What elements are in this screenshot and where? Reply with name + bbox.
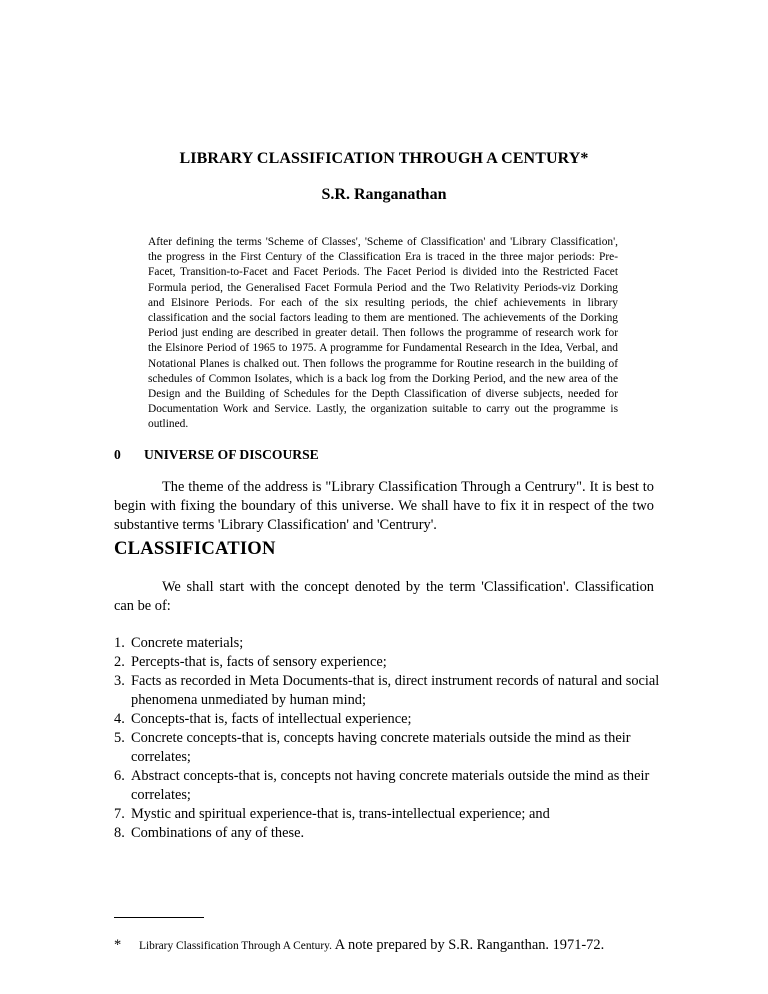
classification-list (114, 634, 662, 843)
abstract: After defining the terms 'Scheme of Classes', 'Scheme of Classification' and 'Library Classification', the progress in the First Century of the Classification Era is traced in the three major periods: Pre-Facet, Transition-to-Facet and Facet Periods. The Facet Period is divided into the Restricted Facet Formula period, the Generalised Facet Formula Period and the Two Relativity Periods-viz Dorking and Elsinore Periods. For each of the six resulting periods, the chief achievements in library classification and the social factors leading to them are mentioned. The achievements of the Dorking Period just ending are described in greater detail. Then follows the programme of research work for the Elsinore Period of 1965 to 1975. A programme for Fundamental Research in the Idea, Verbal, and Notational Planes is chalked out. Then follows the programme for Routine research in the building of schedules of Common Isolates, which is a back log from the Dorking Period, and the new area of the Design and the Building of Schedules for the Depth Classification of diverse subjects, needed for Documentation Work and Service. Lastly, the organization suitable to carry out the programme is outlined. (148, 236, 618, 431)
list-item-number: 5. (114, 730, 125, 746)
list-item (114, 824, 662, 843)
list-item (114, 634, 662, 653)
list-item-text: Abstract concepts-that is, concepts not having concrete materials outside the mind as their correlates; (131, 768, 650, 803)
footnote-note: A note prepared by S.R. Ranganthan. 1971-72. (334, 937, 605, 953)
footnote-source: Library Classification Through A Century. (139, 940, 332, 952)
list-item-text: Percepts-that is, facts of sensory experience; (131, 654, 387, 670)
list-item (114, 767, 662, 805)
paragraph-classification: We shall start with the concept denoted by the term 'Classification'. Classification can be of: (114, 579, 654, 614)
list-item (114, 710, 662, 729)
footnote-mark: * (114, 937, 122, 953)
list-item (114, 729, 662, 767)
list-item-number: 7. (114, 806, 125, 822)
classification-heading: CLASSIFICATION (114, 538, 276, 559)
section-number: 0 (114, 447, 121, 462)
paragraph-universe: The theme of the address is "Library Classification Through a Centrury". It is best to begin with fixing the boundary of this universe. We shall have to fix it in respect of the two substantive terms 'Library Classification' and 'Centrury'. (114, 479, 654, 533)
list-item-text: Combinations of any of these. (131, 825, 305, 841)
list-item (114, 653, 662, 672)
list-item-text: Mystic and spiritual experience-that is, trans-intellectual experience; and (131, 806, 550, 822)
document-title: LIBRARY CLASSIFICATION THROUGH A CENTURY* (179, 150, 589, 167)
author-name: S.R. Ranganathan (321, 186, 447, 203)
footnote-divider (114, 917, 204, 918)
list-item-number: 3. (114, 673, 125, 689)
list-item-number: 2. (114, 654, 125, 670)
section-title: UNIVERSE OF DISCOURSE (144, 447, 319, 462)
list-item-number: 8. (114, 825, 125, 841)
list-item-number: 1. (114, 635, 125, 651)
list-item (114, 805, 662, 824)
list-item-text: Concrete concepts-that is, concepts having concrete materials outside the mind as their correlates; (131, 730, 631, 765)
list-item-text: Concepts-that is, facts of intellectual experience; (131, 711, 412, 727)
list-item-text: Concrete materials; (131, 635, 244, 651)
list-item-text: Facts as recorded in Meta Documents-that is, direct instrument records of natural and social phenomena unmediated by human mind; (131, 673, 660, 708)
list-item (114, 672, 662, 710)
footnote (114, 937, 714, 954)
list-item-number: 6. (114, 768, 125, 784)
list-item-number: 4. (114, 711, 125, 727)
